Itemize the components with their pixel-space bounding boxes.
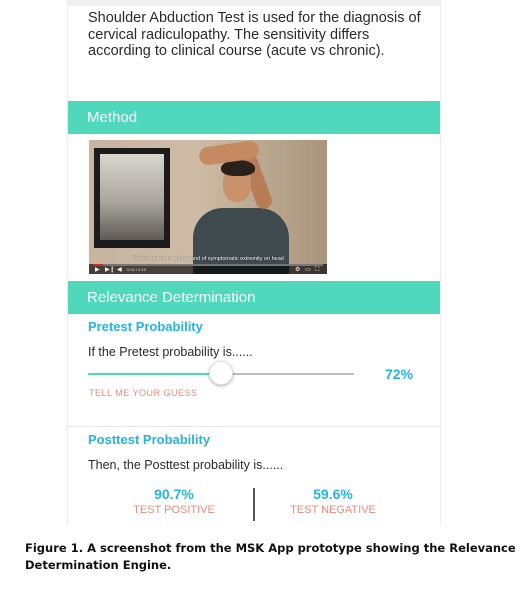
pretest-label: Pretest Probability [88, 319, 203, 334]
video-time: 0:00 / 0:15 [127, 267, 146, 272]
results-divider [253, 488, 255, 521]
volume-icon[interactable]: ◀ [117, 267, 122, 273]
positive-label: TEST POSITIVE [133, 504, 215, 516]
negative-value: 59.6% [313, 486, 353, 502]
method-header: Method [68, 101, 440, 134]
method-video[interactable] [89, 140, 327, 274]
video-controls [89, 264, 327, 274]
guess-button[interactable]: TELL ME YOUR GUESS [89, 388, 198, 398]
skip-next-icon[interactable]: ▶❙ [105, 267, 115, 273]
fullscreen-icon[interactable]: ⛶ [315, 267, 320, 273]
slider-thumb[interactable] [209, 361, 233, 385]
video-caption: Patient asked to place hand of symptomatic extremity on head [132, 256, 284, 262]
pretest-prompt: If the Pretest probability is...... [88, 345, 253, 359]
app-screen [67, 0, 441, 525]
theater-mode-icon[interactable]: ▭ [305, 267, 311, 273]
figure-caption: Figure 1. A screenshot from the MSK App prototype showing the Relevance Determination Engine. [25, 541, 516, 572]
settings-icon[interactable]: ⚙ [295, 267, 301, 273]
section-divider [68, 426, 440, 427]
pretest-value: 72% [385, 366, 414, 382]
posttest-label: Posttest Probability [88, 432, 211, 447]
relevance-header: Relevance Determination [68, 281, 440, 314]
negative-label: TEST NEGATIVE [290, 504, 376, 516]
top-divider [68, 0, 440, 6]
pretest-slider[interactable] [88, 373, 354, 375]
positive-value: 90.7% [154, 486, 194, 502]
posttest-prompt: Then, the Posttest probability is...... [88, 458, 284, 472]
wall-picture [94, 148, 170, 248]
intro-text: Shoulder Abduction Test is used for the diagnosis of cervical radiculopathy. The sensitivity differs according to clinical course (acute vs chronic). [88, 10, 421, 59]
play-icon[interactable]: ▶ [95, 267, 100, 273]
slider-fill [88, 373, 221, 375]
